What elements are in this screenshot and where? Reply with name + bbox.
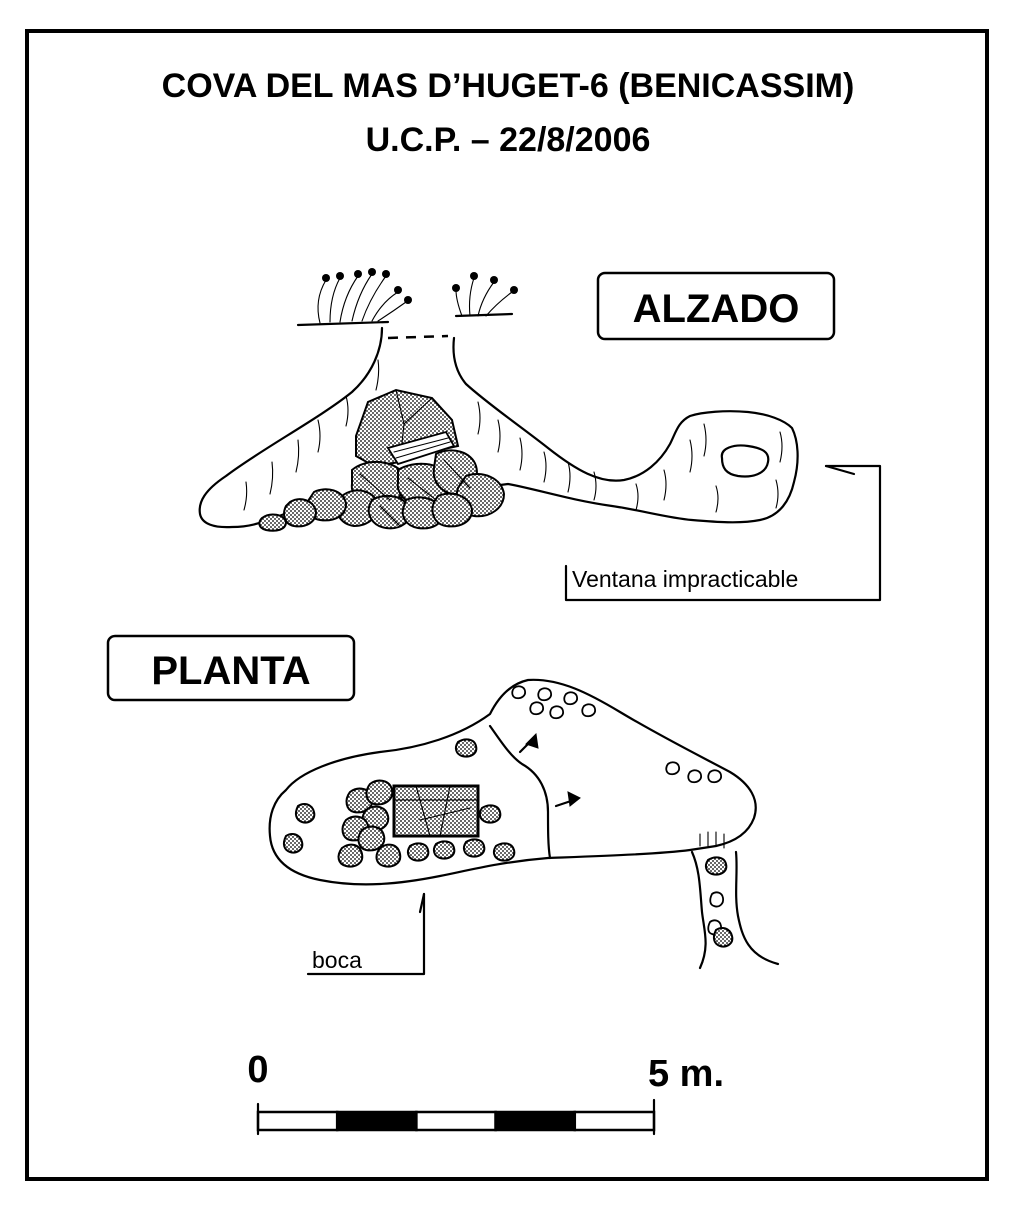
entrance-note: boca (312, 947, 362, 973)
surface-vegetation-left (298, 268, 412, 325)
plan-rocks (284, 686, 721, 866)
scale-start-label: 0 (247, 1049, 269, 1091)
plan-label: PLANTA (151, 649, 311, 693)
plan-window-passage (692, 832, 778, 968)
window-opening (722, 446, 768, 477)
window-annotation (566, 466, 880, 600)
scale-segments (258, 1112, 654, 1130)
scale-segment (575, 1112, 654, 1130)
plan-drawing (270, 680, 778, 968)
scale-segment (416, 1112, 495, 1130)
surface-vegetation-right (452, 272, 518, 316)
elevation-label: ALZADO (632, 287, 800, 331)
entrance-annotation (308, 894, 424, 974)
plan-label-box (108, 636, 354, 700)
title-line-1: COVA DEL MAS D’HUGET-6 (BENICASSIM) (161, 67, 855, 105)
title-line-2: U.C.P. – 22/8/2006 (365, 121, 651, 159)
rock-pile (259, 450, 504, 530)
scale-end-label: 5 m. (647, 1053, 725, 1095)
scale-segment (496, 1112, 575, 1130)
scale-segment (258, 1112, 337, 1130)
scale-segment (337, 1112, 416, 1130)
elevation-label-box (598, 273, 834, 339)
window-note: Ventana impracticable (572, 566, 799, 592)
scale-bar (247, 1049, 724, 1134)
